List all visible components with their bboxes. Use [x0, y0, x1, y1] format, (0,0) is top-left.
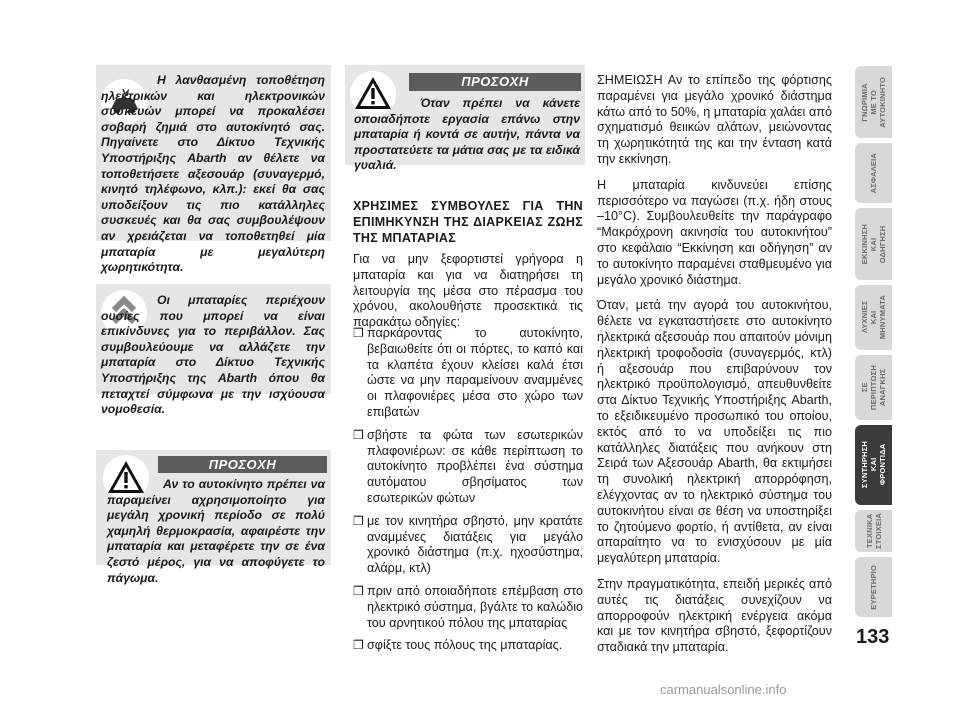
- list-item: ❒ σβήστε τα φώτα των εσωτερικών πλαφονιέρων: σε κάθε περίπτωση το αυτοκίνητο προβλέπει ένα σύστημα αυτόματου σβησίματος των εσωτερικών φώτων: [353, 427, 583, 505]
- tab-maintenance[interactable]: ΣΥΝΤΗΡΗΣΗ ΚΑΙ ΦΡΟΝΤΙΔΑ: [855, 425, 892, 505]
- checkbox-bullet-icon: ❒: [353, 583, 364, 598]
- tips-list: [353, 326, 583, 661]
- tab-getting-to-know[interactable]: ΓΝΩΡΙΜΙΑ ΜΕ ΤΟ ΑΥΤΟΚΙΝΗΤΟ: [855, 66, 892, 138]
- paragraph-accessories: Όταν, μετά την αγορά του αυτοκινήτου, θέλετε να εγκαταστήσετε στο αυτοκίνητο ηλεκτρικά αξεσουάρ που απαιτούν μόνιμη ηλεκτρική τροφοδοσία (συναγερμός, κτλ) ή αξεσουάρ που επιβαρύνουν τον ηλεκτρικό προϋπολογισμό, απευθυνθείτε στα Δίκτυο Τεχνικής Υποστήριξης Abarth, το εξειδικευμένο προσωπικό του οποίου, εκτός από το να υποδείξει τις πιο κατάλληλες διατάξεις που ανήκουν στη Σειρά των Αξεσουάρ Abarth, θα εκτιμήσει τη συνολική ηλεκτρική απορρόφηση, ελέγχοντας αν το ηλεκτρικό σύστημα του αυτοκινήτου είναι σε θέση να υποστηρίξει το ζητούμενο φορτίο, ή αντίθετα, αν είναι απαραίτητο να το ενισχύσουν με μία μεγαλύτερη μπαταρία.: [597, 298, 832, 566]
- section-heading: ΧΡΗΣΙΜΕΣ ΣΥΜΒΟΥΛΕΣ ΓΙΑ ΤΗΝ ΕΠΙΜΗΚΥΝΣΗ ΤΗΣ ΔΙΑΡΚΕΙΑΣ ΖΩΗΣ ΤΗΣ ΜΠΑΤΑΡΙΑΣ: [353, 199, 583, 245]
- list-item: ❒ πριν από οποιαδήποτε επέμβαση στο ηλεκτρικό σύστημα, βγάλτε το καλώδιο του αρνητικού πόλου της μπαταρίας: [353, 583, 583, 630]
- list-item: ❒ παρκάροντας το αυτοκίνητο, βεβαιωθείτε ότι οι πόρτες, το καπό και τα κλαπέτα έχουν κλείσει καλά έτσι ώστε να μην παραμείνουν αναμμένες οι πλαφονιέρες μέσα στο χώρο των επιβατών: [353, 326, 583, 419]
- note-accessories-text: Η λανθασμένη τοποθέτηση ηλεκτρικών και ηλεκτρονικών συσκευών μπορεί να προκαλέσει σοβαρή ζημιά στο αυτοκίνητό σας. Πηγαίνετε στο Δίκτυο Τεχνικής Υποστήριξης Abarth αν θέλετε να τοποθετήσετε αξεσουάρ (συναγερμό, κινητό τηλέφωνο, κλπ.): εκεί θα σας υποδείξουν τις πιο κατάλληλες συσκευές και θα σας συμβουλέψουν αν χρειάζεται να τοποθετηθεί μία μπαταρία με μεγαλύτερη χωρητικότητα.: [101, 73, 325, 275]
- checkbox-bullet-icon: ❒: [353, 638, 364, 653]
- warning-banner-storage: ΠΡΟΣΟΧΗ: [158, 456, 327, 473]
- warning-eyes-text: Όταν πρέπει να κάνετε οποιαδήποτε εργασία επάνω στην μπαταρία ή κοντά σε αυτήν, πάντα να προστατεύετε τα μάτια σας με τα ειδικά γυαλιά.: [354, 96, 580, 173]
- checkbox-bullet-icon: ❒: [353, 427, 364, 442]
- list-item: ❒ σφίξτε τους πόλους της μπαταρίας.: [353, 638, 563, 653]
- tab-safety[interactable]: ΑΣΦΑΛΕΙΑ: [855, 143, 892, 203]
- checkbox-bullet-icon: ❒: [353, 513, 364, 528]
- tab-lights-messages[interactable]: ΛΥΧΝΙΕΣ ΚΑΙ ΜΗΝΥΜΑΤΑ: [855, 285, 892, 350]
- list-item: ❒ με τον κινητήρα σβηστό, μην κρατάτε αναμμένες διατάξεις για μεγάλο χρονικό διάστημα (π.χ. ηχοσύστημα, αλάρμ, κτλ): [353, 513, 583, 576]
- page-number: 133: [856, 626, 890, 648]
- watermark: carmanualsonline.info: [660, 682, 787, 697]
- paragraph-freeze: Η μπαταρία κινδυνεύει επίσης περισσότερο να παγώσει (π.χ. ήδη στους –10°C). Συμβουλευθείτε την παράγραφο “Μακρόχρονη ακινησία του αυτοκινήτου” στο κεφάλαιο “Εκκίνηση και οδήγηση” αν το αυτοκίνητο παραμένει σταθμευμένο για μεγάλο χρονικό διάστημα.: [597, 177, 832, 287]
- warning-storage-text: Αν το αυτοκίνητο πρέπει να παραμείνει αχρησιμοποίητο για μεγάλη χρονική περίοδο σε πολύ χαμηλή θερμοκρασία, αφαιρέστε την μπαταρία και μεταφέρετε την σε ένα ζεστό μέρος, για να αποφύγετε το πάγωμα.: [107, 477, 325, 585]
- paragraph-note: ΣΗΜΕΙΩΣΗ Αν το επίπεδο της φόρτισης παραμένει για μεγάλο χρονικό διάστημα κάτω από το 50%, η μπαταρία χαλάει από σχηματισμό θειικών αλάτων, μειώνοντας τη χωρητικότητά της και την ένταση κατά την εκκίνηση.: [597, 73, 832, 166]
- tab-emergency[interactable]: ΣΕ ΠΕΡΙΠΤΩΣΗ ΑΝΑΓΚΗΣ: [855, 355, 892, 420]
- tab-index[interactable]: ΕΥΡΕΤΗΡΙΟ: [855, 557, 892, 617]
- intro-paragraph: Για να μην ξεφορτιστεί γρήγορα η μπαταρία και για να διατηρήσει τη λειτουργία της μέσα στο πέρασμα του χρόνου, ακολουθήστε προσεκτικά τις παρακάτω οδηγίες:: [353, 252, 583, 330]
- right-column: [597, 73, 832, 656]
- paragraph-drain: Στην πραγματικότητα, επειδή μερικές από αυτές τις διατάξεις συνεχίζουν να απορροφούν ηλεκτρική ενέργεια ακόμα και με τον κινητήρα σβηστό, ξεφορτίζουν σταδιακά την μπαταρία.: [597, 576, 832, 655]
- tab-starting-driving[interactable]: ΕΚΚΙΝΗΣΗ ΚΑΙ ΟΔΗΓΗΣΗ: [855, 208, 892, 280]
- note-environment-text: Οι μπαταρίες περιέχουν ουσίες που μπορεί να είναι επικίνδυνες για το περιβάλλον. Σας συμβουλεύουμε να αλλάζετε την μπαταρία στο Δίκτυο Τεχνικής Υποστήριξης της Abarth όπου θα πεταχτεί σύμφωνα με την ισχύουσα νομοθεσία.: [101, 293, 325, 417]
- warning-banner-eyes: ΠΡΟΣΟΧΗ: [409, 73, 581, 91]
- checkbox-bullet-icon: ❒: [353, 326, 364, 340]
- tab-technical-data[interactable]: ΤΕΧΝΙΚΑ ΣΤΟΙΧΕΙΑ: [855, 510, 892, 552]
